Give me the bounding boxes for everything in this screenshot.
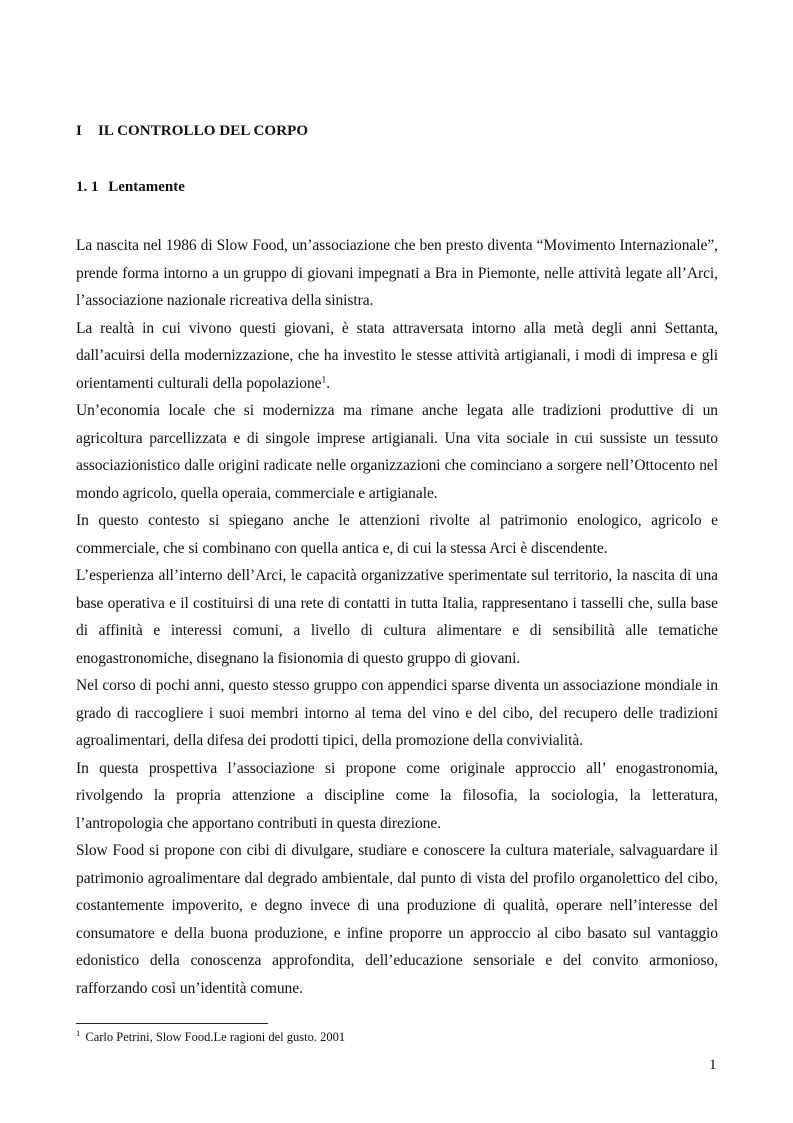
- paragraph-text: La nascita nel 1986 di Slow Food, un’associazione che ben presto diventa “Movimento Internazionale”, prende forma intorno a un gruppo di giovani impegnati a Bra in Piemonte, nelle attività legate all’Arci, l’associazione nazionale ricreativa della sinistra.: [76, 237, 718, 309]
- paragraph-text: La realtà in cui vivono questi giovani, è stata attraversata intorno alla metà degli anni Settanta, dall’acuirsi della modernizzazione, che ha investito le stesse attività artigianali, i modi di impresa e gli orientamenti culturali della popolazione: [76, 319, 718, 392]
- paragraph-text: L’esperienza all’interno dell’Arci, le capacità organizzative sperimentate sul territorio, la nascita di una base operativa e il costituirsi di una rete di contatti in tutta Italia, rappresentano i tasselli che, sulla base di affinità e interessi comuni, a livello di cultura alimentare e di sensibilità alle tematiche enogastronomiche, disegnano la fisionomia di questo gruppo di giovani.: [76, 567, 718, 667]
- footnote-divider: [76, 1023, 268, 1024]
- chapter-title: [76, 123, 308, 140]
- paragraph-5: [76, 562, 718, 672]
- paragraph-6: [76, 672, 718, 755]
- page-number: 1: [709, 1057, 717, 1073]
- paragraph-text: Nel corso di pochi anni, questo stesso gruppo con appendici sparse diventa un associazione mondiale in grado di raccogliere i suoi membri intorno al tema del vino e del cibo, del recupero delle tradizioni agroalimentari, della difesa dei prodotti tipici, della promozione della convivialità.: [76, 677, 718, 749]
- footnote-text: Carlo Petrini, Slow Food.Le ragioni del gusto. 2001: [85, 1030, 346, 1044]
- paragraph-text-tail: .: [326, 374, 331, 392]
- paragraph-text: Slow Food si propone con cibi di divulgare, studiare e conoscere la cultura materiale, salvaguardare il patrimonio agroalimentare dal degrado ambientale, dal punto di vista del profilo organolettico del cibo, costantemente impoverito, e degno invece di una produzione di qualità, operare nell’interesse del consumatore e della buona produzione, e infine proporre un approccio al cibo basato sul vantaggio edonistico della conoscenza approfondita, dell’educazione sensoriale e del convito armonioso, rafforzando così un’identità comune.: [76, 842, 718, 997]
- paragraph-1: [76, 232, 718, 315]
- paragraph-3: [76, 397, 718, 507]
- section-title: [76, 179, 185, 196]
- chapter-title-text: IL CONTROLLO DEL CORPO: [98, 123, 309, 139]
- paragraph-8: [76, 837, 718, 1002]
- paragraph-7: [76, 755, 718, 838]
- paragraph-text: In questo contesto si spiegano anche le attenzioni rivolte al patrimonio enologico, agricolo e commerciale, che si combinano con quella antica e, di cui la stessa Arci è discendente.: [76, 512, 718, 557]
- footnote-reference[interactable]: 1: [321, 374, 327, 385]
- paragraph-2: [76, 315, 718, 398]
- section-number: 1. 1: [76, 179, 99, 195]
- footnote: [76, 1027, 346, 1045]
- footnote-marker: 1: [76, 1027, 81, 1038]
- chapter-number: I: [76, 123, 82, 139]
- paragraph-4: [76, 507, 718, 562]
- paragraph-text: In questa prospettiva l’associazione si propone come originale approccio all’ enogastronomia, rivolgendo la propria attenzione a discipline come la filosofia, la sociologia, la letteratura, l’antropologia che apportano contributi in questa direzione.: [76, 759, 718, 832]
- body-text: [76, 232, 718, 1002]
- section-title-text: Lentamente: [108, 179, 185, 195]
- paragraph-text: Un’economia locale che si modernizza ma rimane anche legata alle tradizioni produttive di un agricoltura parcellizzata e di singole imprese artigianali. Una vita sociale in cui sussiste un tessuto associazionistico dalle origini radicate nelle organizzazioni che cominciano a sorgere nell’Ottocento nel mondo agricolo, quella operaia, commerciale e artigianale.: [76, 402, 718, 502]
